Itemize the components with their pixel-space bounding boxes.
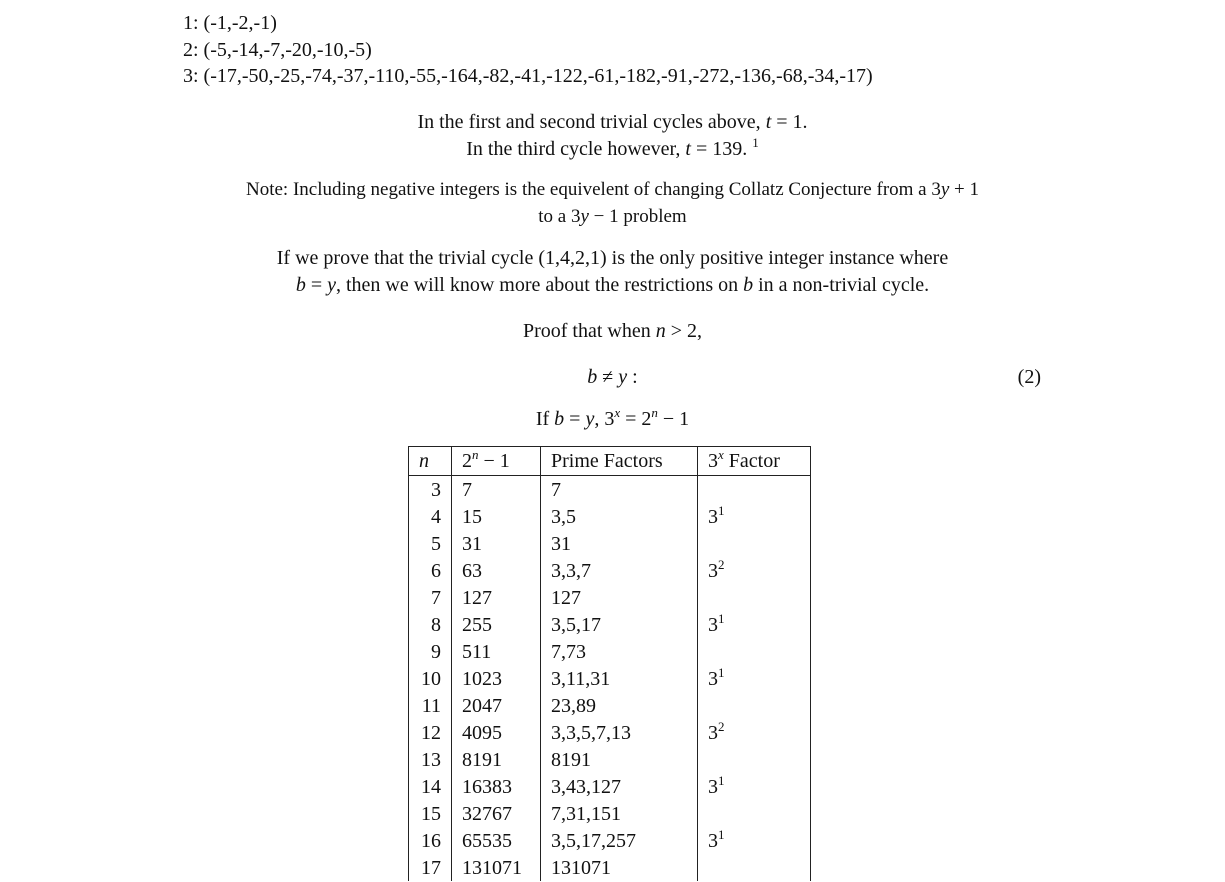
cell-three-factor: $3^2$ <box>698 557 811 584</box>
cell-n: 12 <box>409 719 452 746</box>
cell-n: 13 <box>409 746 452 773</box>
cell-value: 4095 <box>452 719 541 746</box>
table-row <box>409 503 811 530</box>
header-three-factor: 3$^x$ Factor <box>698 447 811 476</box>
cell-three-factor: $3^1$ <box>698 503 811 530</box>
cell-three-factor: $3^1$ <box>698 827 811 854</box>
cell-prime-factors: 3,3,5,7,13 <box>541 719 698 746</box>
cell-n: 11 <box>409 692 452 719</box>
note-line-2: to a 3y − 1 problem <box>538 206 687 227</box>
table-row <box>409 638 811 665</box>
cell-value: 31 <box>452 530 541 557</box>
table-row <box>409 773 811 800</box>
proof-heading: Proof that when n > 2, <box>522 320 703 342</box>
cell-n: 16 <box>409 827 452 854</box>
table-row <box>409 530 811 557</box>
cell-prime-factors: 3,3,7 <box>541 557 698 584</box>
t-statement-line-2: In the third cycle however, t = 139. $^1$ <box>466 135 759 160</box>
cell-value: 255 <box>452 611 541 638</box>
cell-three-factor: $3^2$ <box>698 719 811 746</box>
cell-n: 9 <box>409 638 452 665</box>
note-line-1: Note: Including negative integers is the equivelent of changing Collatz Conjecture from a 3y + 1 <box>245 179 980 200</box>
table-row <box>409 719 811 746</box>
cell-prime-factors: 31 <box>541 530 698 557</box>
cell-value: 1023 <box>452 665 541 692</box>
cell-three-factor <box>698 584 811 611</box>
cell-value: 8191 <box>452 746 541 773</box>
cell-prime-factors: 7 <box>541 476 698 504</box>
table-row <box>409 584 811 611</box>
cell-value: 127 <box>452 584 541 611</box>
cell-prime-factors: 7,31,151 <box>541 800 698 827</box>
cell-three-factor <box>698 530 811 557</box>
cell-value: 7 <box>452 476 541 504</box>
table-row <box>409 827 811 854</box>
header-n: n <box>409 447 452 476</box>
cell-value: 511 <box>452 638 541 665</box>
cell-n: 5 <box>409 530 452 557</box>
cell-value: 15 <box>452 503 541 530</box>
if-condition-line: If b = y, $3^x = 2^n - 1$ <box>535 405 690 430</box>
cell-value: 2047 <box>452 692 541 719</box>
cell-prime-factors: 131071 <box>541 854 698 881</box>
cell-prime-factors: 3,43,127 <box>541 773 698 800</box>
cell-three-factor <box>698 692 811 719</box>
table-row <box>409 476 811 504</box>
header-prime-factors: Prime Factors <box>541 447 698 476</box>
cell-three-factor: $3^1$ <box>698 611 811 638</box>
equation-number: (2) <box>1017 366 1041 388</box>
cell-n: 8 <box>409 611 452 638</box>
cell-n: 15 <box>409 800 452 827</box>
table-row <box>409 746 811 773</box>
cell-n: 14 <box>409 773 452 800</box>
cell-n: 4 <box>409 503 452 530</box>
table-body <box>409 476 811 882</box>
cell-value: 16383 <box>452 773 541 800</box>
cell-prime-factors: 7,73 <box>541 638 698 665</box>
cell-prime-factors: 3,5,17 <box>541 611 698 638</box>
cycle-item: 3: (-17,-50,-25,-74,-37,-110,-55,-164,-82,-41,-122,-61,-182,-91,-272,-136,-68,-34,-17) <box>183 65 873 87</box>
cell-value: 32767 <box>452 800 541 827</box>
table-header-row <box>409 447 811 476</box>
table-row <box>409 665 811 692</box>
cell-prime-factors: 3,5 <box>541 503 698 530</box>
cycle-item: 1: (-1,-2,-1) <box>183 12 277 34</box>
footnote-marker[interactable]: 1 <box>752 135 759 150</box>
cell-three-factor: $3^1$ <box>698 665 811 692</box>
cell-n: 17 <box>409 854 452 881</box>
cell-n: 7 <box>409 584 452 611</box>
cell-three-factor <box>698 746 811 773</box>
cell-prime-factors: 3,11,31 <box>541 665 698 692</box>
prime-factor-table <box>408 446 811 881</box>
cell-three-factor <box>698 854 811 881</box>
header-power-minus-one: $2^n - 1$ <box>452 447 541 476</box>
table-row <box>409 557 811 584</box>
table-row <box>409 800 811 827</box>
cell-n: 3 <box>409 476 452 504</box>
cell-value: 63 <box>452 557 541 584</box>
cell-prime-factors: 23,89 <box>541 692 698 719</box>
cell-n: 10 <box>409 665 452 692</box>
cycle-list <box>183 10 873 90</box>
cell-prime-factors: 127 <box>541 584 698 611</box>
cycle-item: 2: (-5,-14,-7,-20,-10,-5) <box>183 38 372 61</box>
paragraph-line-1: If we prove that the trivial cycle (1,4,2,1) is the only positive integer instance where <box>276 247 949 269</box>
t-statement-line-1: In the first and second trivial cycles above, t = 1. <box>417 111 808 133</box>
cell-prime-factors: 8191 <box>541 746 698 773</box>
cell-three-factor: $3^1$ <box>698 773 811 800</box>
cell-three-factor <box>698 800 811 827</box>
cell-three-factor <box>698 476 811 504</box>
display-equation: b ≠ y : <box>587 366 638 388</box>
cell-prime-factors: 3,5,17,257 <box>541 827 698 854</box>
table-row <box>409 854 811 881</box>
table-row <box>409 611 811 638</box>
cell-three-factor <box>698 638 811 665</box>
cell-value: 65535 <box>452 827 541 854</box>
paragraph-line-2: b = y, then we will know more about the restrictions on b in a non-trivial cycle. <box>295 274 930 296</box>
cell-value: 131071 <box>452 854 541 881</box>
table-row <box>409 692 811 719</box>
cell-n: 6 <box>409 557 452 584</box>
